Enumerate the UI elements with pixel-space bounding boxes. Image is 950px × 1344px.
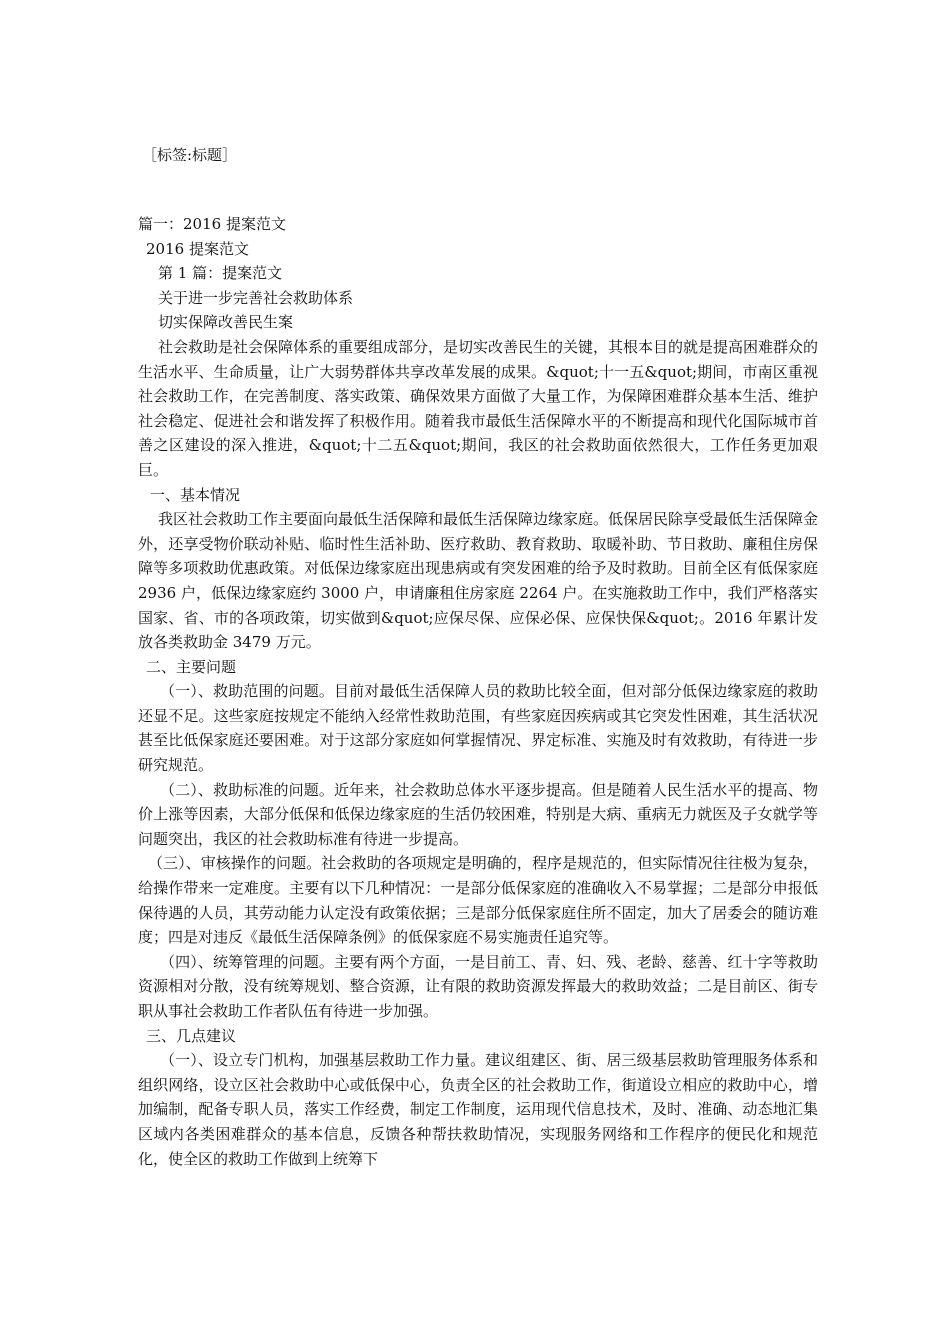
section-title-main-problems: 二、主要问题 [146,657,237,676]
problem-paragraph-2: （二）、救助标准的问题。近年来，社会救助总体水平逐步提高。但是随着人民生活水平的提高、物价上涨等因素，大部分低保和低保边缘家庭的生活仍较困难，特别是大病、重病无力就医及子女就学等问题突出，我区的社会救助标准有待进一步提高。 [138,780,818,848]
intro-paragraph: 社会救助是社会保障体系的重要组成部分，是切实改善民生的关键，其根本目的就是提高困难群众的生活水平、生命质量，让广大弱势群体共享改革发展的成果。&quot;十一五&quot;期间，市南区重视社会救助工作，在完善制度、落实政策、确保效果方面做了大量工作，为保障困难群众基本生活、维护社会稳定、促进社会和谐发挥了积极作用。随着我市最低生活保障水平的不断提高和现代化国际城市首善之区建设的深入推进，&quot;十二五&quot;期间，我区的社会救助面依然很大，工作任务更加艰巨。 [138,337,819,479]
heading-proposal-template: 2016 提案范文 [146,239,249,258]
problem-paragraph-3: （三）、审核操作的问题。社会救助的各项规定是明确的，程序是规范的，但实际情况往往极为复杂，给操作带来一定难度。主要有以下几种情况：一是部分低保家庭的准确收入不易掌握；二是部分申报低保待遇的人员，其劳动能力认定没有政策依据；三是部分低保家庭住所不固定，加大了居委会的随访难度；四是对违反《最低生活保障条例》的低保家庭不易实施责任追究等。 [138,854,818,947]
tag-placeholder: ［标签:标题］ [142,146,238,164]
section-title-basic-situation: 一、基本情况 [150,485,241,504]
heading-first-article: 第 1 篇：提案范文 [158,264,283,283]
section-title-suggestions: 三、几点建议 [146,1026,237,1045]
heading-part-one: 篇一：2016 提案范文 [138,215,286,233]
proposal-title-line-2: 切实保障改善民生案 [158,313,294,332]
document-body [138,212,818,1171]
problem-paragraph-4: （四）、统筹管理的问题。主要有两个方面，一是目前工、青、妇、残、老龄、慈善、红十字等救助资源相对分散，没有统筹规划、整合资源，让有限的救助资源发挥最大的救助效益；二是目前区、街专职从事社会救助工作者队伍有待进一步加强。 [138,952,818,1020]
suggestion-paragraph-1: （一）、设立专门机构，加强基层救助工作力量。建议组建区、街、居三级基层救助管理服务体系和组织网络，设立区社会救助中心或低保中心，负责全区的社会救助工作，街道设立相应的救助中心，增加编制，配备专职人员，落实工作经费，制定工作制度，运用现代信息技术，及时、准确、动态地汇集区域内各类困难群众的基本信息，反馈各种帮扶救助情况，实现服务网络和工作程序的便民化和规范化，使全区的救助工作做到上统筹下 [138,1051,818,1168]
problem-paragraph-1: （一）、救助范围的问题。目前对最低生活保障人员的救助比较全面，但对部分低保边缘家庭的救助还显不足。这些家庭按规定不能纳入经常性救助范围，有些家庭因疾病或其它突发性困难，其生活状况甚至比低保家庭还要困难。对于这部分家庭如何掌握情况、界定标准、实施及时有效救助，有待进一步研究规范。 [138,682,818,775]
basic-situation-paragraph: 我区社会救助工作主要面向最低生活保障和最低生活保障边缘家庭。低保居民除享受最低生活保障金外，还享受物价联动补贴、临时性生活补助、医疗救助、教育救助、取暖补助、节日救助、廉租住房保障等多项救助优惠政策。对低保边缘家庭出现患病或有突发困难的给予及时救助。目前全区有低保家庭 2936 户，低保边缘家庭约 3000 户，申请廉租住房家庭 2264 户。在实施救助工作中，我们严格落实国家、省、市的各项政策，切实做到&quot;应保尽保、应保必保、应保快保&quot;。2016 年累计发放各类救助金 3479 万元。 [138,510,819,652]
proposal-title-line-1: 关于进一步完善社会救助体系 [158,288,354,307]
